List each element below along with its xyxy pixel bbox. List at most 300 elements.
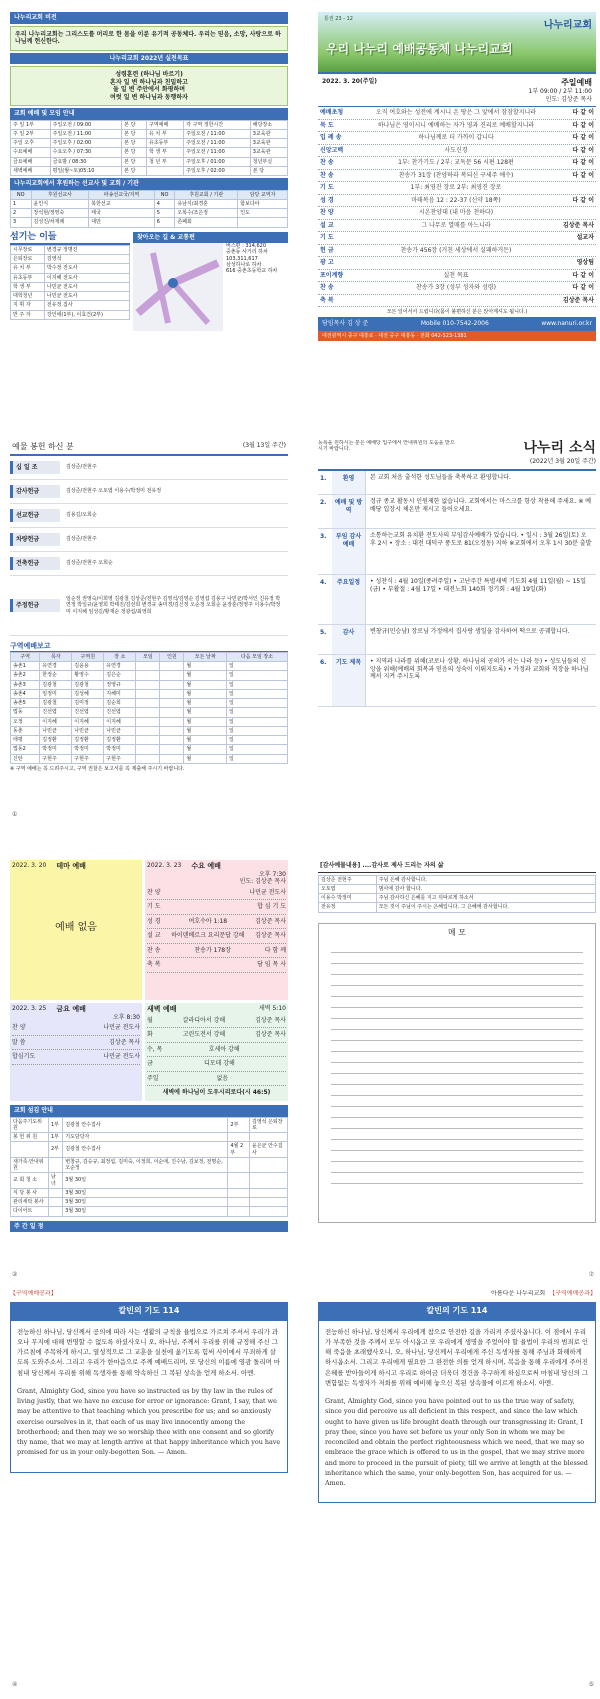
transit-line: 삼성하나로 하차: [226, 261, 262, 268]
thanks-row: [319, 884, 596, 893]
table-cell: 나민균: [40, 726, 72, 735]
table-cell: [250, 1198, 288, 1207]
memo-line[interactable]: [331, 1019, 583, 1030]
table-cell: 주 일 2부: [11, 129, 51, 138]
table-cell: 진선엽: [72, 708, 104, 717]
memo-line[interactable]: [331, 1107, 583, 1118]
table-cell: 이지혜: [72, 717, 104, 726]
schedule-row: [147, 1057, 286, 1072]
table-cell: 장석현/정영숙: [31, 209, 89, 218]
column-header: 후원교회 / 기관: [175, 190, 238, 199]
prayer-title: 칼빈의 기도 114: [10, 1302, 288, 1320]
schedule-cell: 찬송가 178장: [194, 946, 231, 954]
schedule-cell: 고린도전서 강해: [182, 1031, 226, 1039]
order-item: [318, 170, 596, 183]
table-cell: 황영수: [72, 671, 104, 680]
table-cell: 나민균 전도사: [44, 292, 129, 301]
order-item: [318, 295, 596, 308]
schedule-cell: 말 씀: [12, 1038, 26, 1046]
table-cell: 신탄: [11, 754, 40, 763]
order-leader: 다 같 이: [572, 146, 594, 154]
report-row: [11, 699, 288, 708]
schedule-cell: 갈라디아서 강해: [182, 1016, 226, 1024]
news-key: 환영: [332, 471, 366, 494]
lesson-tag: 【구역예배공과】: [549, 1290, 596, 1297]
dawn-time: 새벽 5:10: [259, 1005, 286, 1012]
table-cell: 일: [226, 671, 287, 680]
goals-head: 성령훈련 (하나님 바르기): [115, 71, 183, 78]
memo-line[interactable]: [331, 1041, 583, 1052]
duty-row: [11, 1207, 288, 1216]
table-header-row: [11, 652, 288, 661]
table-cell: 일: [226, 662, 287, 671]
order-label: 축 복: [320, 296, 334, 304]
table-cell: 송촌3: [11, 680, 40, 689]
memo-line[interactable]: [331, 1118, 583, 1129]
table-cell: 인도: [238, 209, 288, 218]
table-cell: 김은순: [104, 671, 136, 680]
schedule-cell: 기 도: [147, 903, 161, 911]
table-cell: 김영석 은퇴장로: [250, 1117, 288, 1133]
table-cell: [228, 1173, 250, 1189]
schedule-cell: 하이덴베르크 요리문답 강해: [171, 932, 245, 940]
table-cell: 태평: [11, 736, 40, 745]
column-header: 다음 모임 장소: [226, 652, 287, 661]
map-box: [133, 232, 288, 332]
thanks-row: [319, 875, 596, 884]
table-cell: 기도담당자: [63, 1133, 228, 1142]
column-header: 목자: [40, 652, 72, 661]
table-cell: 본 당: [250, 166, 287, 175]
offering-row: [10, 456, 288, 480]
table-cell: 은퇴장로: [11, 255, 45, 264]
table-cell: 1: [11, 199, 32, 208]
memo-line[interactable]: [331, 997, 583, 1008]
schedule-cell: 디모데 강해: [203, 1060, 235, 1068]
order-label: 성 경: [320, 196, 334, 204]
order-leader: 김상준 목사: [562, 296, 594, 304]
table-cell: [136, 717, 160, 726]
news-key: 주요일정: [332, 575, 366, 624]
schedule-cell: 합 심 기 도: [257, 903, 286, 911]
table-cell: 윤인식: [31, 199, 89, 208]
order-item: [318, 207, 596, 220]
worship-row: [11, 139, 288, 148]
prayer-korean: 전능하신 하나님, 당신께서 공의에 따라 사는 생활의 규칙을 율법으로 가르쳐 주셔서 우리가 과오나 무지에 대해 변명할 수 없도록 하셨사오니 오, 하나님, 주께서 우리를 위해 규정해 주신 그 가르침에 주목하게 하시고, 열성적으로 그 교훈을 실천에 옮기도록 힘써 사이에서 무죄하게 살도록 도와주소서. 그리고 우리가 한마음으로 주께 예배드리며, 또 당신의 이름에 영광 돌리며 마침내 당신께서 우리를 위해 독생자를 통해 약속하신 그 복된 상속을 얻게 하소서. 아멘.: [17, 1327, 281, 1377]
table-cell: [228, 1157, 250, 1173]
table-cell: [48, 1157, 62, 1173]
order-item: [318, 120, 596, 133]
transit-info: [223, 243, 288, 331]
staff-row: [11, 310, 130, 319]
table-cell: [160, 662, 184, 671]
table-cell: 1부: [48, 1133, 62, 1142]
memo-line[interactable]: [331, 1162, 583, 1173]
news-number: 2.: [320, 499, 327, 506]
order-label: 예배초청: [320, 109, 344, 116]
duty-title: 교회 섬김 안내: [10, 1105, 288, 1117]
table-cell: 주일 오후: [11, 139, 51, 148]
table-cell: 지혜미: [104, 689, 136, 698]
staff-box: [10, 232, 130, 332]
table-cell: 송촌2: [11, 671, 40, 680]
table-cell: 유남식/최경훈: [175, 199, 238, 208]
offering-date: (3월 13일 주간): [242, 442, 286, 449]
table-cell: 주일오후 / 02:00: [184, 166, 251, 175]
mission-header: 나누리교회에서 후원하는 선교사 및 교회 / 기관: [10, 178, 288, 190]
table-cell: 교 회 청 소: [11, 1173, 49, 1189]
report-footer: ※ 구역 예배는 꼭 드려주시고, 구역 권찰은 보고서를 꼭 제출해 주시기 바랍니다.: [10, 765, 185, 772]
column-header: 파송선교국/지역: [89, 190, 155, 199]
news-number: 4.: [320, 579, 327, 586]
offering-names: 김상준/전현주 오토엽 이용수/박정미 전유정: [66, 488, 162, 495]
offering-type: 십 일 조: [10, 461, 60, 475]
table-cell: 전유정 집사: [44, 301, 129, 310]
table-cell: 남녀: [48, 1173, 62, 1189]
news-text: 변창규(민승남) 장로님 가정에서 집사랑 생일을 감사하여 떡으로 공궤합니다.: [370, 628, 570, 635]
order-label: 신앙고백: [320, 146, 344, 154]
order-leader: 다 같 이: [572, 134, 594, 141]
worship-row: [11, 120, 288, 129]
table-cell: 오복수/조은정: [175, 209, 238, 218]
memo-line[interactable]: [331, 1140, 583, 1151]
table-cell: 유연경: [104, 662, 136, 671]
order-item: [318, 145, 596, 158]
slogan-text: 우리 나누리 예배공동체 나누리교회: [326, 42, 513, 56]
offering-type: 감사헌금: [10, 485, 60, 499]
page-number: ②: [12, 1270, 18, 1278]
news-text: 본 교회 처음 출석한 성도님들을 축복하고 환영합니다.: [370, 474, 511, 481]
duty-row: [11, 1133, 288, 1142]
table-cell: 3: [11, 218, 32, 227]
table-cell: [250, 1173, 288, 1189]
page-worship-order: [318, 12, 596, 402]
page-number: ⑤: [588, 1680, 594, 1688]
table-cell: 다음주기도위원: [11, 1117, 49, 1133]
table-cell: 김광철: [72, 680, 104, 689]
memo-line[interactable]: [331, 1151, 583, 1162]
memo-line[interactable]: [331, 1030, 583, 1041]
table-cell: [160, 745, 184, 754]
table-cell: 4: [154, 199, 175, 208]
transit-line: 616 중촌초등학교 하차: [226, 268, 278, 274]
table-cell: [11, 1142, 49, 1158]
table-cell: 3교육관: [250, 139, 287, 148]
table-cell: 법동: [11, 708, 40, 717]
staff-row: [11, 292, 130, 301]
staff-row: [11, 301, 130, 310]
schedule-cell: 찬 양: [12, 1024, 26, 1032]
table-cell: 금요예배: [11, 157, 51, 166]
table-cell: 송촌4: [11, 689, 40, 698]
schedule-row: [12, 1021, 140, 1036]
table-cell: 이지혜 전도사: [44, 273, 129, 282]
table-cell: 주일오전 / 09:00: [50, 120, 122, 129]
memo-line[interactable]: [331, 964, 583, 975]
table-cell: 2: [11, 209, 32, 218]
table-cell: [147, 166, 184, 175]
schedule-row: [147, 1072, 286, 1087]
table-cell: 월: [184, 680, 227, 689]
news-number: 6.: [320, 659, 327, 666]
registration-note: 등록을 원하시는 분은 예배당 입구에서 안내위원의 도움을 받으시기 바랍니다.: [318, 440, 455, 453]
memo-line[interactable]: [331, 1096, 583, 1107]
table-cell: 일: [226, 754, 287, 763]
table-cell: 지 휘 자: [11, 301, 45, 310]
order-label: 기 도: [320, 184, 334, 191]
goal-item: 여럿 일 변 하나님과 동행하자: [110, 93, 188, 101]
table-cell: 정영규: [104, 680, 136, 689]
schedule-row: [147, 886, 286, 901]
schedule-cell: 나민균 전도사: [103, 1024, 140, 1032]
table-cell: 일: [226, 726, 287, 735]
report-row: [11, 680, 288, 689]
wed-lead: 인도: 김상준 목사: [239, 878, 286, 886]
table-cell: [136, 680, 160, 689]
schedule-cell: 찬 양: [147, 888, 161, 896]
table-cell: [136, 736, 160, 745]
memo-line[interactable]: [331, 1173, 583, 1184]
table-cell: 김성혜: [72, 689, 104, 698]
table-cell: 본 당: [122, 129, 147, 138]
table-cell: [250, 1188, 288, 1197]
table-cell: 3월 30일: [63, 1188, 228, 1197]
news-key: 감사: [332, 625, 366, 654]
order-label: 묵 도: [320, 121, 334, 129]
wed-order: [147, 886, 286, 973]
memo-line[interactable]: [331, 1074, 583, 1085]
church-tag: 아름다운 나누리교회: [491, 1290, 546, 1297]
table-cell: 식 당 봉 사: [11, 1188, 49, 1197]
staff-row: [11, 264, 130, 273]
schedule-cell: 축 복: [147, 961, 161, 969]
schedule-row: [12, 1036, 140, 1051]
table-cell: [250, 1207, 288, 1216]
column-header: 장 소: [104, 652, 136, 661]
memo-line[interactable]: [331, 953, 583, 964]
schedule-row: [12, 1050, 140, 1065]
wed-title: 수요 예배: [191, 862, 221, 870]
table-cell: 수요오후 / 07:30: [50, 148, 122, 157]
duty-row: [11, 1188, 288, 1197]
table-cell: 대학청년: [11, 292, 45, 301]
table-cell: 범사에 감사 합니다.: [376, 884, 595, 893]
memo-line[interactable]: [331, 1085, 583, 1096]
table-cell: 3월 30일: [63, 1173, 228, 1189]
table-cell: 월: [184, 754, 227, 763]
table-cell: [160, 708, 184, 717]
transit-line: 중촌동 사거리 하차: [226, 249, 268, 256]
table-cell: 이용수 박정미: [319, 894, 377, 903]
offering-title: 예물 봉헌 하신 분: [12, 442, 74, 451]
thanks-title: [감사예물내용] ....감사로 제사 드리는 자의 삶: [318, 860, 596, 873]
staff-row: [11, 245, 130, 254]
order-content: 찬송가 31장 (찬양하라 복되신 구세주 예수): [398, 171, 514, 179]
table-cell: 나민균 전도사: [44, 282, 129, 291]
table-cell: 학 생 부: [147, 148, 184, 157]
table-cell: 주일오후 / 02:00: [50, 139, 122, 148]
table-cell: [228, 1207, 250, 1216]
table-cell: 일: [226, 699, 287, 708]
memo-lines[interactable]: [319, 942, 595, 1184]
memo-line[interactable]: [331, 1129, 583, 1140]
vision-text: 우리 나누리교회는 그리스도를 머리로 한 몸을 이룬 유기적 공동체다. 우리는 믿음, 소망, 사랑으로 하나님께 헌신한다.: [10, 26, 288, 51]
order-content: 그 나무로 열매를 아느니라: [421, 221, 491, 229]
schedule-cell: 월: [147, 1016, 153, 1024]
offering-names: 임순정 권영숙/이희영 김광철 김상준/전현주 김영석/김영순 김영섭 김용구 나민균/박서인 진유정 박연정 박일규/윤영희 박태진/김선희 변경규 송미경/김신정 오순정 오희순 윤장훈/정영주 이용수/박정미 이지혜 임성길/황재순 정광섭/최영희: [66, 596, 281, 615]
church-website[interactable]: www.nanuri.or.kr: [541, 320, 592, 328]
table-cell: 송촌5: [11, 699, 40, 708]
report-row: [11, 662, 288, 671]
table-cell: 윤은균 안수집사: [250, 1142, 288, 1158]
order-leader: 설교자: [576, 234, 594, 241]
prayer-english: Grant, Almighty God, since you have pointed out to us the true way of safety, since you did perceive us all deficient in this respect, and since the law which ought to have given us life brought death through our transgressing it: Grant, I pray thee, since you have set before us your only Son in whom we may be reconciled and obtain the perfect righteousness which we need, that we may so embrace the grace which is offered to us in the gospel, that we may strive more and more to proceed in the pursuit of piety, till we arrive at length at the blessed inheritance which the same, your only-begotten Son, has acquired for us. — Amen.: [325, 1397, 588, 1487]
news-key: 기도 제목: [332, 655, 366, 706]
schedule-cell: 호세아 강해: [208, 1045, 240, 1053]
table-cell: 주 일 1부: [11, 120, 51, 129]
schedule-cell: 나민균 전도사: [249, 888, 286, 896]
memo-line[interactable]: [331, 942, 583, 953]
memo-line[interactable]: [331, 1008, 583, 1019]
table-cell: [238, 218, 288, 227]
table-cell: 월: [184, 736, 227, 745]
table-cell: 주일오후 / 01:00: [184, 157, 251, 166]
table-cell: 청 년 부: [147, 157, 184, 166]
table-cell: [250, 1157, 288, 1173]
schedule-row: [147, 1014, 286, 1029]
table-cell: 유초등부: [11, 273, 45, 282]
table-cell: 김순희: [104, 699, 136, 708]
table-cell: 월: [184, 671, 227, 680]
order-leader: 다 같 이: [572, 109, 594, 116]
duty-table: [10, 1117, 288, 1217]
table-cell: [228, 1188, 250, 1197]
offering-names: 김상준/전현주: [66, 464, 97, 471]
table-cell: 변창규, 김승규, 최정섭, 김미숙, 이정희, 이순애, 진수남, 김보정, 전명순, 오순정: [63, 1157, 228, 1173]
schedule-row: [147, 900, 286, 915]
table-cell: 구현주: [40, 754, 72, 763]
table-cell: 본 당: [122, 139, 147, 148]
fri-order: [12, 1021, 140, 1065]
table-cell: 각 구역 정한시간: [184, 120, 251, 129]
table-cell: 평일(월~토)05:10: [50, 166, 122, 175]
worship-header: 교회 예배 및 모임 안내: [10, 108, 288, 120]
table-cell: 관리세탁 봉사: [11, 1198, 49, 1207]
schedule-cell: 김상준 목사: [255, 1031, 286, 1039]
prayer-title: 칼빈의 기도 114: [318, 1302, 596, 1320]
order-content: 시온찬양대 (내 마음 천하다): [418, 209, 494, 216]
schedule-cell: 금: [147, 1060, 153, 1068]
table-cell: [136, 745, 160, 754]
page-prayer-left: [10, 1290, 288, 1690]
dawn-worship-box: [145, 1003, 288, 1101]
memo-line[interactable]: [331, 986, 583, 997]
table-cell: 수요예배: [11, 148, 51, 157]
order-content: 실천 목표: [443, 271, 469, 279]
staff-row: [11, 282, 130, 291]
page-schedule: [10, 860, 288, 1280]
schedule-cell: 김상준 목사: [109, 1038, 140, 1046]
table-cell: 청년부실: [250, 157, 287, 166]
order-label: 찬 송: [320, 159, 334, 166]
table-cell: 2부: [48, 1142, 62, 1158]
order-label: 설 교: [320, 221, 334, 229]
table-cell: 동춘: [11, 726, 40, 735]
table-cell: 월: [184, 717, 227, 726]
order-item: [318, 245, 596, 258]
worship-row: [11, 148, 288, 157]
schedule-row: [147, 1028, 286, 1043]
news-item: [318, 495, 596, 529]
order-content: 1부: 찬가기도 / 2부: 교독문 56 시편 128편: [398, 159, 514, 166]
table-cell: 월: [184, 699, 227, 708]
table-cell: 구현주: [104, 754, 136, 763]
column-header: 인원: [160, 652, 184, 661]
wednesday-worship-box: [145, 860, 288, 1000]
schedule-cell: 주일: [147, 1074, 159, 1082]
staff-title: 섬기는 이들: [10, 232, 130, 245]
order-label: 찬 송: [320, 171, 334, 179]
table-cell: 새가족·안내위원: [11, 1157, 49, 1173]
schedule-cell: 담 임 목 사: [257, 961, 286, 969]
bulletin-banner: [318, 12, 596, 74]
table-cell: 3교육관: [250, 129, 287, 138]
order-content: 1부: 최영진 장로 2부: 최영진 장로: [410, 184, 502, 191]
theme-worship-box: [10, 860, 142, 1000]
report-row: [11, 708, 288, 717]
table-cell: 오정: [11, 717, 40, 726]
table-cell: [136, 726, 160, 735]
table-cell: [48, 1207, 62, 1216]
mission-row: [11, 199, 288, 208]
news-item: [318, 471, 596, 495]
worship-row: [11, 129, 288, 138]
news-text: 소통하는교회 유치환 전도사의 부임감사예배가 있습니다. • 일시 : 3월 26일(토) 오후 2시 • 장소 : 대전 대덕구 풍도로 81(오정동) 지하 ※교회에서 오후 1시 30분 출발: [370, 532, 592, 547]
schedule-cell: 여호수아 1:18: [188, 917, 228, 925]
prayer-korean: 전능하신 하나님, 당신께서 우리에게 참으로 안전한 길을 가리켜 주셨사옵니다. 이 점에서 우리가 부족한 것을 주께서 모두 아시옵고 또 우리에게 생명을 주었어야 할 율법이 우리의 범죄로 인해 죽음을 초래했사오니, 오, 하나님, 당신께서 우리에게 주신 독생자를 통해 주님과 화해하게 하시옵소서. 그리고 우리에게 필요한 그 완전한 의를 얻게 하시며, 복음을 통해 우리에게 주어진 은혜를 받아들이게 하시고 우리로 하여금 더욱더 경건을 추구하게 하심으로써 마침내 당신의 그 변함없는 독생자가 저희를 위해 예비해 놓으신 복된 상속물에 이르게 하소서. 아멘.: [325, 1327, 589, 1387]
news-item: [318, 575, 596, 625]
memo-line[interactable]: [331, 975, 583, 986]
page-offerings: [10, 440, 288, 820]
order-item: [318, 282, 596, 295]
order-label: 찬 양: [320, 209, 334, 216]
memo-line[interactable]: [331, 1063, 583, 1074]
order-leader: 영상팀: [576, 259, 594, 266]
table-cell: 일: [226, 689, 287, 698]
bulletin-date: 2022. 3. 20(주일): [322, 78, 378, 85]
column-header: 모든 날짜: [184, 652, 227, 661]
church-logo: 나누리교회: [543, 20, 592, 31]
news-key: 예배 및 방역: [332, 495, 366, 528]
prayer-body: [318, 1320, 596, 1504]
church-address: 대전광역시 중구 대흥로 · 대전 중구 대흥동 · 전화 042-523-1381: [318, 331, 596, 341]
schedule-cell: 없음: [216, 1074, 229, 1082]
order-label: 포이계향: [320, 271, 344, 279]
table-cell: 월: [184, 708, 227, 717]
table-cell: 3월 30일: [63, 1198, 228, 1207]
mission-row: [11, 209, 288, 218]
table-cell: 주일오전 / 11:00: [184, 129, 251, 138]
column-header: 담당 교역자: [238, 190, 288, 199]
memo-line[interactable]: [331, 1052, 583, 1063]
table-cell: [160, 736, 184, 745]
report-row: [11, 717, 288, 726]
table-cell: 2부: [228, 1117, 250, 1133]
thanks-row: [319, 903, 596, 912]
report-row: [11, 689, 288, 698]
table-cell: 3월 30일: [63, 1207, 228, 1216]
table-cell: 일: [226, 736, 287, 745]
